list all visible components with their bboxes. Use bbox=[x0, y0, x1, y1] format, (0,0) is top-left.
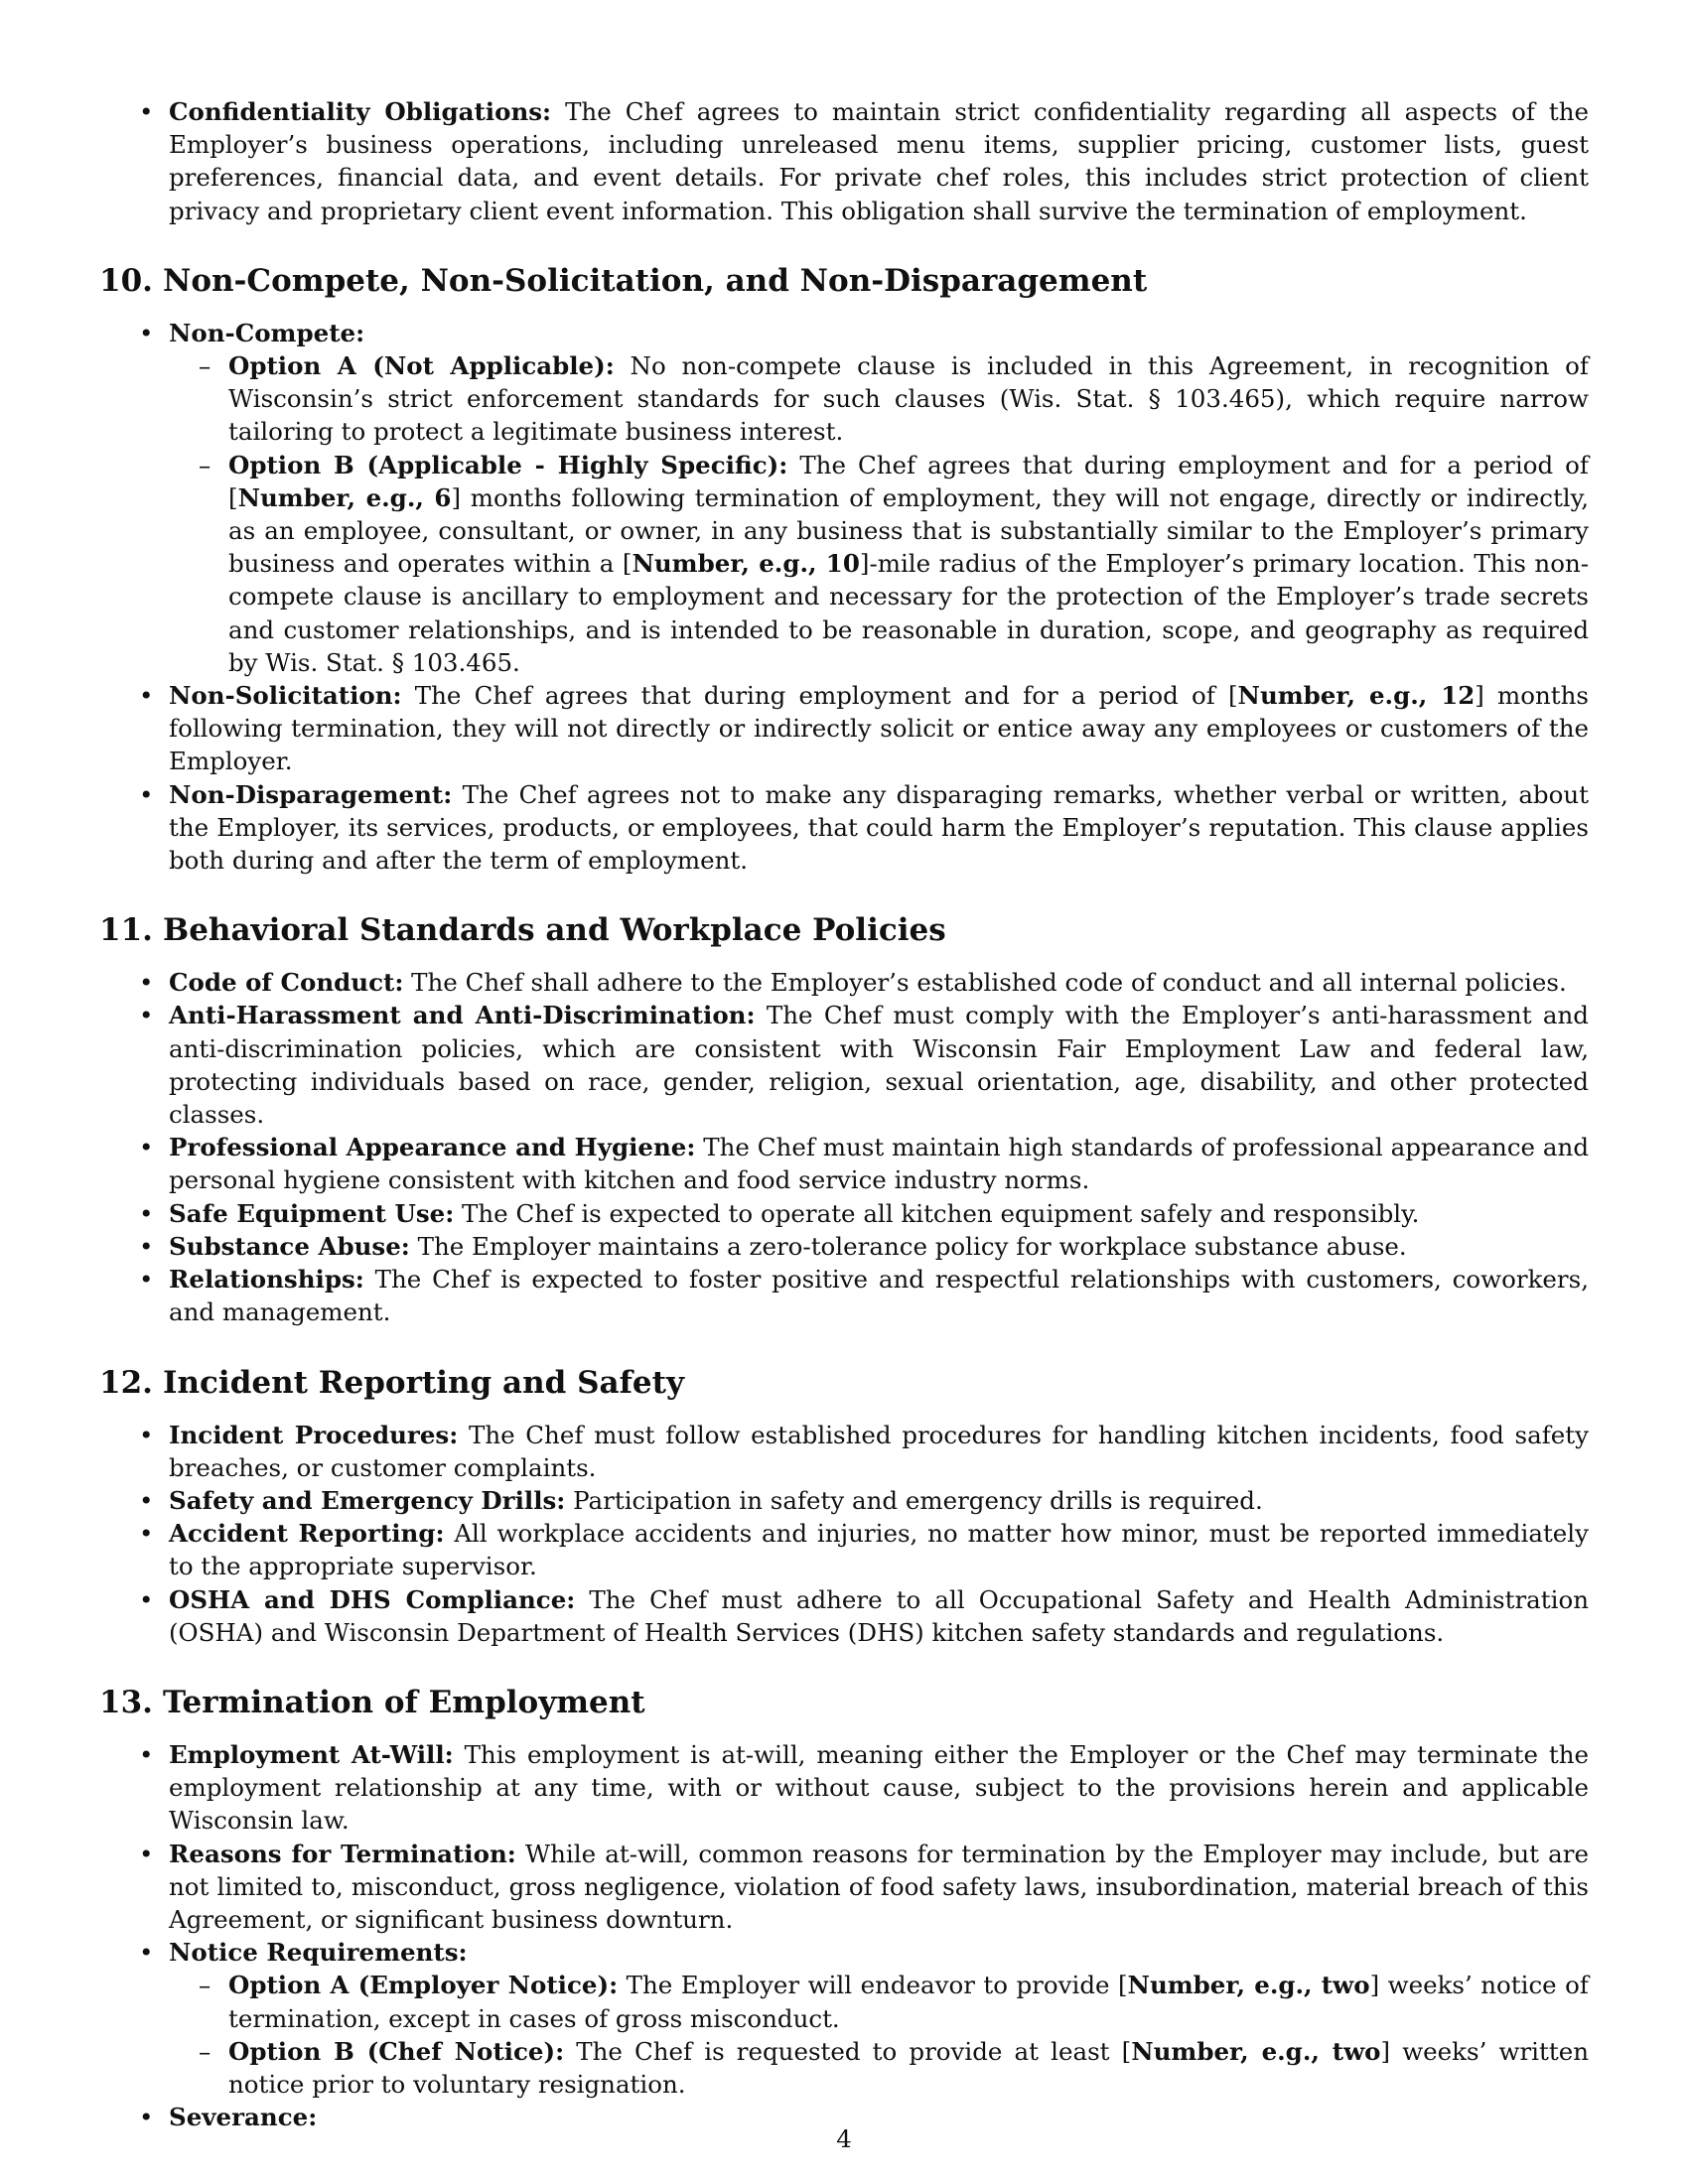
placeholder: Number, e.g., two bbox=[1131, 2036, 1381, 2066]
list-item bbox=[169, 1263, 1589, 1328]
section-title: Incident Reporting and Safety bbox=[163, 1364, 684, 1401]
section-13-list bbox=[99, 1738, 1589, 2133]
list-item-reasons bbox=[169, 1838, 1589, 1937]
item-label: Severance: bbox=[169, 2103, 318, 2132]
item-text: All workplace accidents and injuries, no matter how minor, must be reported immediately to the appropriate supervisor. bbox=[169, 1519, 1589, 1581]
item-label: OSHA and DHS Compliance: bbox=[169, 1584, 576, 1614]
item-text: The Chef shall adhere to the Employer’s established code of conduct and all internal policies. bbox=[403, 968, 1567, 998]
list-item bbox=[169, 1583, 1589, 1649]
section-number: 12. bbox=[99, 1364, 153, 1401]
item-label: Non-Compete: bbox=[169, 318, 365, 347]
section-number: 10. bbox=[99, 262, 153, 299]
section-10-list bbox=[99, 317, 1589, 877]
option-text: The Chef agrees that during employment and for a period of [ bbox=[228, 450, 1589, 512]
item-label: Employment At-Will: bbox=[169, 1739, 454, 1769]
item-label: Code of Conduct: bbox=[169, 968, 404, 998]
list-item bbox=[169, 1230, 1589, 1263]
list-item bbox=[169, 999, 1589, 1131]
placeholder: Number, e.g., two bbox=[1127, 1971, 1370, 2000]
list-item bbox=[169, 966, 1589, 999]
document-page bbox=[99, 95, 1589, 2133]
page-number: 4 bbox=[836, 2124, 852, 2153]
list-item bbox=[169, 1197, 1589, 1230]
item-label: Non-Disparagement: bbox=[169, 779, 453, 809]
section-title: Behavioral Standards and Workplace Policies bbox=[163, 912, 946, 949]
list-item bbox=[169, 1517, 1589, 1582]
item-text: The Chef agrees not to make any disparaging remarks, whether verbal or written, about the Employer, its services, products, or employees, that could harm the Employer’s reputation. This clause applies both during and after the term of employment. bbox=[169, 779, 1589, 876]
option-label: Option B (Applicable - Highly Specific): bbox=[228, 450, 788, 479]
option-label: Option A (Not Applicable): bbox=[228, 351, 615, 381]
option-text: The Chef is requested to provide at least [ bbox=[564, 2036, 1132, 2066]
item-label: Incident Procedures: bbox=[169, 1420, 459, 1449]
option-text: ] months following termination of employment, they will not engage, directly or indirectly, as an employee, consultant, or owner, in any business that is substantially similar to the Employer’s primary business and operates within a [ bbox=[228, 482, 1590, 579]
item-label: Reasons for Termination: bbox=[169, 1839, 516, 1868]
item-text: The Chef is expected to foster positive and respectful relationships with customers, coworkers, and management. bbox=[169, 1265, 1589, 1327]
section-11-list bbox=[99, 966, 1589, 1328]
option-item bbox=[228, 449, 1589, 679]
item-text: The Chef agrees that during employment and for a period of [ bbox=[401, 681, 1238, 711]
section-heading-12 bbox=[99, 1363, 1589, 1403]
list-item bbox=[169, 1131, 1589, 1196]
list-item bbox=[169, 1419, 1589, 1484]
list-item bbox=[169, 95, 1589, 227]
item-text: The Chef is expected to operate all kitchen equipment safely and responsibly. bbox=[454, 1198, 1420, 1228]
section-number: 11. bbox=[99, 912, 153, 949]
section-heading-10 bbox=[99, 261, 1589, 301]
item-label: Notice Requirements: bbox=[169, 1938, 468, 1968]
item-text: The Chef must follow established procedures for handling kitchen incidents, food safety breaches, or customer complaints. bbox=[169, 1420, 1589, 1482]
option-label: Option B (Chef Notice): bbox=[228, 2036, 565, 2066]
option-item bbox=[228, 1969, 1589, 2034]
item-text: The Chef must maintain high standards of professional appearance and personal hygiene consistent with kitchen and food service industry norms. bbox=[169, 1133, 1589, 1195]
item-text: Participation in safety and emergency drills is required. bbox=[565, 1485, 1263, 1515]
option-text: The Employer will endeavor to provide [ bbox=[618, 1971, 1128, 2000]
section-title: Termination of Employment bbox=[163, 1684, 645, 1720]
list-item bbox=[169, 1484, 1589, 1517]
item-text: The Employer maintains a zero-tolerance policy for workplace substance abuse. bbox=[409, 1231, 1407, 1261]
section-12-list bbox=[99, 1419, 1589, 1649]
notice-options bbox=[169, 1969, 1589, 2101]
option-text: ] weeks’ written notice prior to voluntary resignation. bbox=[228, 2036, 1589, 2099]
item-label: Professional Appearance and Hygiene: bbox=[169, 1133, 696, 1162]
list-item-non-compete bbox=[169, 317, 1589, 679]
section-title: Non-Compete, Non-Solicitation, and Non-Disparagement bbox=[163, 262, 1148, 299]
item-label: Accident Reporting: bbox=[169, 1519, 445, 1549]
placeholder: Number, e.g., 10 bbox=[632, 549, 860, 579]
option-item bbox=[228, 2035, 1589, 2101]
section-heading-11 bbox=[99, 910, 1589, 950]
item-label: Non-Solicitation: bbox=[169, 681, 402, 711]
option-item bbox=[228, 349, 1589, 449]
item-label: Relationships: bbox=[169, 1265, 364, 1295]
option-label: Option A (Employer Notice): bbox=[228, 1971, 619, 2000]
section-heading-13 bbox=[99, 1683, 1589, 1722]
placeholder: Number, e.g., 12 bbox=[1237, 681, 1476, 711]
item-text: ] months following termination, they will not directly or indirectly solicit or entice away any employees or customers of the Employer. bbox=[169, 681, 1589, 776]
non-compete-options bbox=[169, 349, 1589, 679]
placeholder: Number, e.g., 6 bbox=[237, 482, 452, 512]
confidentiality-list bbox=[99, 95, 1589, 227]
item-text: The Chef agrees to maintain strict confidentiality regarding all aspects of the Employer’s business operations, including unreleased menu items, supplier pricing, customer lists, guest preferences, financial data, and event details. For private chef roles, this includes strict protection of client privacy and proprietary client event information. This obligation shall survive the termination of employment. bbox=[169, 97, 1589, 225]
section-number: 13. bbox=[99, 1684, 153, 1720]
item-label: Substance Abuse: bbox=[169, 1231, 410, 1261]
item-label: Confidentiality Obligations: bbox=[169, 97, 552, 126]
item-text: While at-will, common reasons for termination by the Employer may include, but are not limited to, misconduct, gross negligence, violation of food safety laws, insubordination, material breach of this Agreement, or significant business downturn. bbox=[169, 1839, 1589, 1934]
item-label: Anti-Harassment and Anti-Discrimination: bbox=[169, 1001, 756, 1030]
list-item-notice bbox=[169, 1936, 1589, 2101]
item-text: This employment is at-will, meaning either the Employer or the Chef may terminate the employment relationship at any time, with or without cause, subject to the provisions herein and applicable Wisconsin law. bbox=[169, 1739, 1589, 1836]
item-label: Safety and Emergency Drills: bbox=[169, 1485, 566, 1515]
list-item-at-will bbox=[169, 1738, 1589, 1838]
list-item-non-solicitation bbox=[169, 679, 1589, 778]
option-text: ]-mile radius of the Employer’s primary location. This non-compete clause is ancillary to employment and necessary for the protection of the Employer’s trade secrets and customer relationships, and is intended to be reasonable in duration, scope, and geography as required by Wis. Stat. § 103.465. bbox=[228, 549, 1590, 677]
option-text: No non-compete clause is included in this Agreement, in recognition of Wisconsin’s strict enforcement standards for such clauses (Wis. Stat. § 103.465), which require narrow tailoring to protect a legitimate business interest. bbox=[228, 351, 1589, 447]
list-item-non-disparagement bbox=[169, 778, 1589, 878]
item-text: The Chef must comply with the Employer’s anti-harassment and anti-discrimination policies, which are consistent with Wisconsin Fair Employment Law and federal law, protecting individuals based on race, gender, religion, sexual orientation, age, disability, and other protected classes. bbox=[169, 1001, 1589, 1130]
item-label: Safe Equipment Use: bbox=[169, 1198, 455, 1228]
option-text: ] weeks’ notice of termination, except in cases of gross misconduct. bbox=[228, 1971, 1589, 2033]
item-text: The Chef must adhere to all Occupational Safety and Health Administration (OSHA) and Wisconsin Department of Health Services (DHS) kitchen safety standards and regulations. bbox=[169, 1584, 1589, 1647]
